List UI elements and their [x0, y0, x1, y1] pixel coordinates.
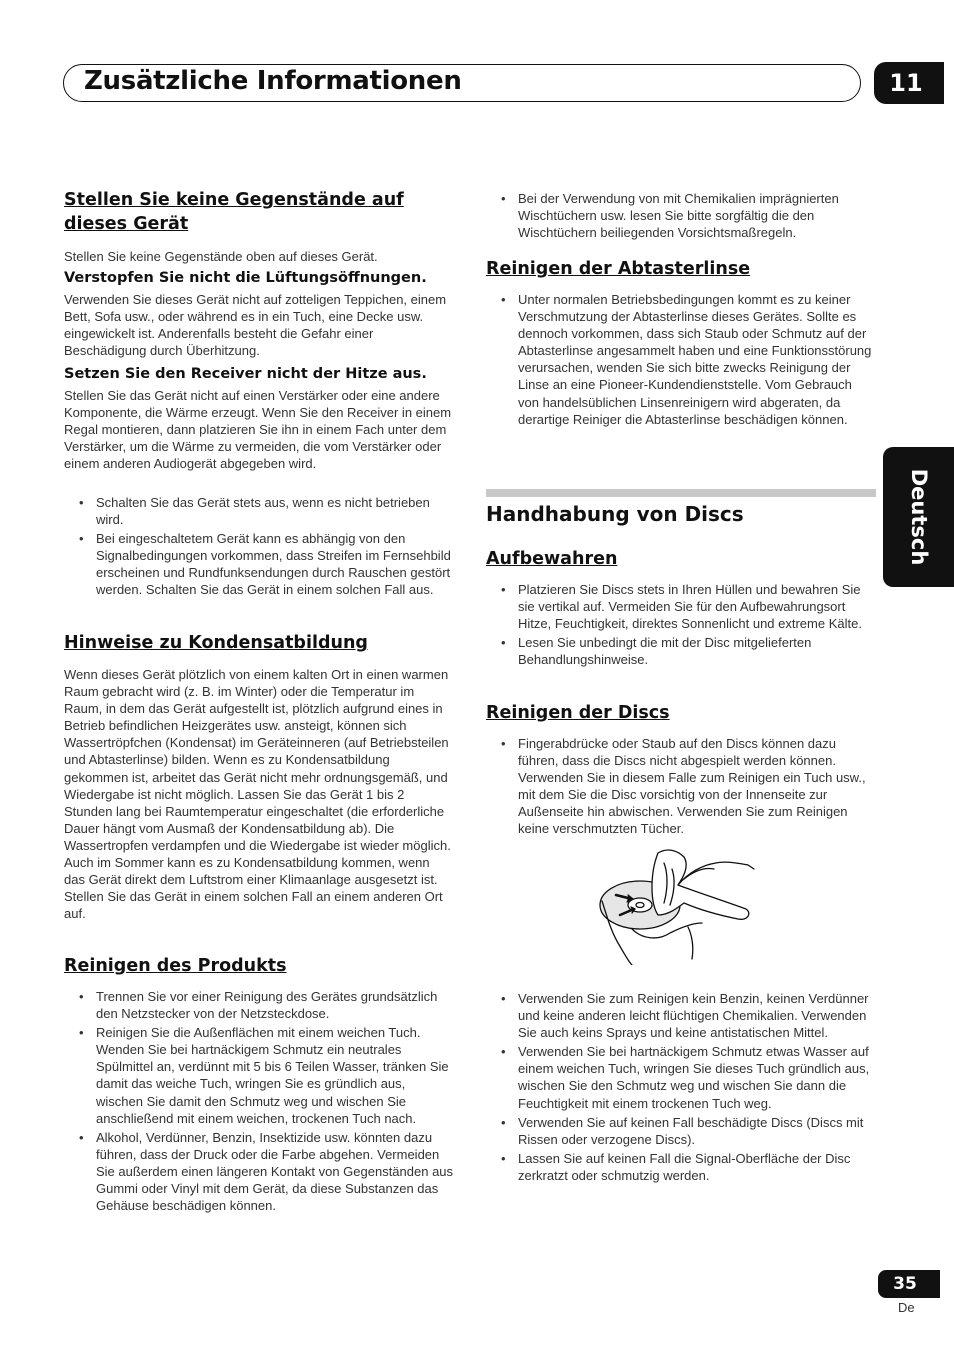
list-item: • Bei der Verwendung von mit Chemikalien imprägnierten Wischtüchern usw. lesen Sie bitte sorgfältig die den Wischtüchern beiliegenden Vorsichtsmaßregeln.	[486, 190, 876, 241]
list-cleaning-product	[64, 988, 454, 1216]
page-language-code: De	[898, 1300, 915, 1315]
section-divider-bar	[486, 489, 876, 497]
list-item: • Verwenden Sie bei hartnäckigem Schmutz etwas Wasser auf einem weichen Tuch, wringen Sie dieses Tuch gründlich aus, wischen Sie den Schmutz weg und wischen Sie dann die Feuchtigkeit mit einem trockenen Tuch weg.	[486, 1043, 876, 1111]
paragraph-ventilation: Verwenden Sie dieses Gerät nicht auf zotteligen Teppichen, einem Bett, Sofa usw., oder während es in ein Tuch, eine Decke usw. eingewickelt ist. Anderenfalls besteht die Gefahr einer Beschädigung durch Überhitzung.	[64, 292, 447, 359]
list-item: • Platzieren Sie Discs stets in Ihren Hüllen und bewahren Sie sie vertikal auf. Vermeiden Sie für den Aufbewahrungsort Hitze, Feuchtigkeit, direktes Sonnenlicht und extreme Kälte.	[486, 581, 876, 632]
list-disc-cleaning-more	[486, 990, 876, 1186]
paragraph-condensation: Wenn dieses Gerät plötzlich von einem kalten Ort in einen warmen Raum gebracht wird (z. B. im Winter) oder die Temperatur im Raum, in dem das Gerät aufgestellt ist, plötzlich aufgrund eines in Betrieb befindlichen Heizgerätes usw. ansteigt, können sich Wassertröpfchen (Kondensat) im Geräteinneren (auf Betriebsteilen und Abtasterlinse) bilden. Wenn es zu Kondensatbildung gekommen ist, arbeitet das Gerät nicht mehr ordnungsgemäß, und Wiedergabe ist nicht möglich. Lassen Sie das Gerät 1 bis 2 Stunden lang bei Raumtemperatur eingeschaltet (die erforderliche Dauer hängt vom Ausmaß der Kondensatbildung ab). Die Wassertropfen verdampfen und die Wiedergabe ist wieder möglich. Auch im Sommer kann es zu Kondensatbildung kommen, wenn das Gerät direkt dem Luftstrom einer Klimaanlage ausgesetzt ist. Stellen Sie das Gerät in einem solchen Fall an einem anderen Ort auf.	[64, 667, 451, 922]
heading-no-objects: Stellen Sie keine Gegenstände auf dieses Gerät	[64, 190, 404, 234]
list-item: • Trennen Sie vor einer Reinigung des Gerätes grundsätzlich den Netzstecker von der Netzsteckdose.	[64, 988, 454, 1022]
paragraph-no-objects: Stellen Sie keine Gegenstände oben auf dieses Gerät.	[64, 249, 378, 264]
list-item: • Alkohol, Verdünner, Benzin, Insektizide usw. könnten dazu führen, dass der Druck oder die Farbe abgehen. Vermeiden Sie außerdem einen längeren Kontakt von Gegenständen aus Gummi oder Vinyl mit dem Gerät, da diese Substanzen das Gehäuse beschädigen können.	[64, 1129, 454, 1214]
list-item: • Lesen Sie unbedingt die mit der Disc mitgelieferten Behandlungshinweise.	[486, 634, 876, 668]
list-disc-cleaning	[486, 735, 876, 840]
section-heading-discs: Handhabung von Discs	[486, 502, 744, 526]
list-heat-bullets	[64, 494, 454, 601]
list-item: • Schalten Sie das Gerät stets aus, wenn es nicht betrieben wird.	[64, 494, 454, 528]
heading-storage: Aufbewahren	[486, 549, 618, 569]
subheading-heat: Setzen Sie den Receiver nicht der Hitze aus.	[64, 366, 427, 382]
page-title: Zusätzliche Informationen	[84, 66, 462, 96]
heading-lens-cleaning: Reinigen der Abtasterlinse	[486, 259, 751, 279]
language-tab-label: Deutsch	[906, 468, 931, 566]
list-item: • Unter normalen Betriebsbedingungen kommt es zu keiner Verschmutzung der Abtasterlinse dieses Gerätes. Sollte es dennoch vorkommen, dass sich Staub oder Schmutz auf der Abtasterlinse angesammelt haben und eine Funktionsstörung verursachen, wenden Sie sich bitte zwecks Reinigung der Linse an eine Pioneer-Kundendienststelle. Vom Gebrauch von handelsüblichen Linsenreinigern wird abgeraten, da derartige Reiniger die Abtasterlinse beschädigen können.	[486, 291, 876, 428]
paragraph-heat: Stellen Sie das Gerät nicht auf einen Verstärker oder eine andere Komponente, die Wärme erzeugt. Wenn Sie den Receiver in einem Regal montieren, dann platzieren Sie ihn in einem Fach unter dem Verstärker, um die Wärme zu vermeiden, die vom Verstärker oder einem anderen Audiogerät abgegeben wird.	[64, 388, 452, 472]
heading-cleaning-product: Reinigen des Produkts	[64, 956, 287, 976]
chapter-number-badge: 11	[874, 62, 944, 104]
list-lens-cleaning	[486, 291, 876, 430]
language-side-tab	[883, 447, 954, 587]
subheading-ventilation: Verstopfen Sie nicht die Lüftungsöffnungen.	[64, 270, 427, 286]
list-item: • Reinigen Sie die Außenflächen mit einem weichen Tuch. Wenden Sie bei hartnäckigem Schmutz ein neutrales Spülmittel an, verdünnt mit 5 bis 6 Teilen Wasser, tränken Sie damit das weiche Tuch, wringen Sie es gründlich aus, wischen Sie damit den Schmutz weg und wischen Sie anschließend mit einem weichen, trockenen Tuch nach.	[64, 1024, 454, 1127]
list-item: • Lassen Sie auf keinen Fall die Signal-Oberfläche der Disc zerkratzt oder schmutzig werden.	[486, 1150, 876, 1184]
page-number-badge: 35	[878, 1270, 940, 1298]
list-wipes	[486, 190, 876, 243]
list-item: • Verwenden Sie zum Reinigen kein Benzin, keinen Verdünner und keine anderen leicht flüchtigen Chemikalien. Verwenden Sie auch keins Sprays und keine antistatischen Mittel.	[486, 990, 876, 1041]
heading-disc-cleaning: Reinigen der Discs	[486, 703, 670, 723]
list-item: • Bei eingeschaltetem Gerät kann es abhängig von den Signalbedingungen vorkommen, dass Streifen im Fernsehbild erscheinen und Rundfunksendungen durch Rauschen gestört werden. Schalten Sie das Gerät in einem solchen Fall aus.	[64, 530, 454, 598]
heading-condensation: Hinweise zu Kondensatbildung	[64, 633, 368, 653]
disc-cleaning-illustration	[598, 843, 756, 965]
list-item: • Fingerabdrücke oder Staub auf den Discs können dazu führen, dass die Discs nicht abgespielt werden können. Verwenden Sie in diesem Falle zum Reinigen ein Tuch usw., mit dem Sie die Disc vorsichtig von der Innenseite zur Außenseite hin abwischen. Verwenden Sie zum Reinigen keine verschmutzten Tücher.	[486, 735, 876, 838]
list-item: • Verwenden Sie auf keinen Fall beschädigte Discs (Discs mit Rissen oder verzogene Discs).	[486, 1114, 876, 1148]
list-storage	[486, 581, 876, 670]
